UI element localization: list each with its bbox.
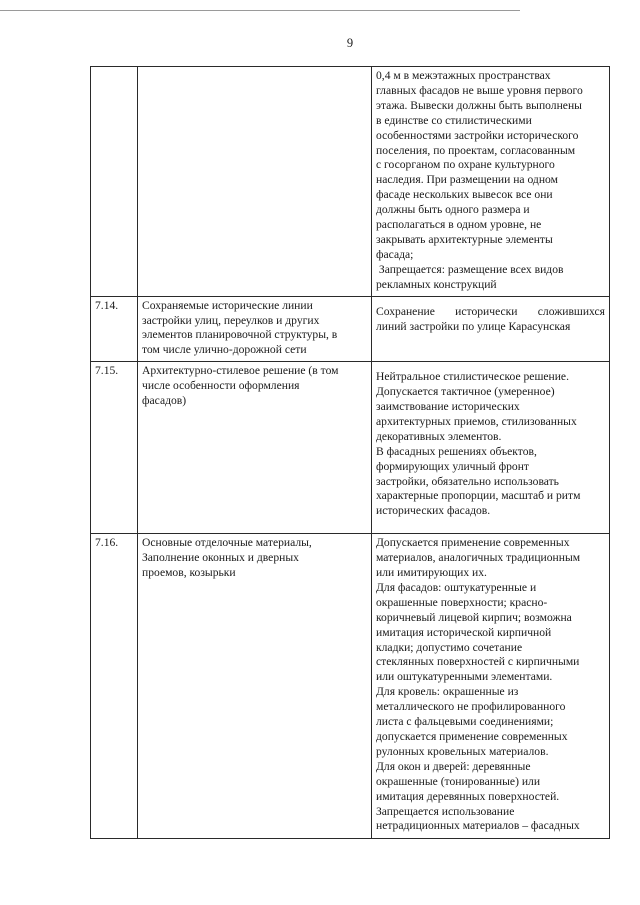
text-line: главных фасадов не выше уровня первого: [376, 83, 583, 97]
text-line: допускается применение современных: [376, 730, 568, 743]
text-line: Запрещается: размещение всех видов: [376, 262, 564, 276]
text-line: Для окон и дверей: деревянные: [376, 759, 531, 773]
item-requirement: [372, 534, 610, 839]
text-line: должны быть одного размера и: [376, 203, 530, 217]
text-line: линий застройки по улице Карасунская: [376, 319, 571, 333]
text-line: или оштукатуренными элементами.: [376, 670, 553, 684]
item-number: 7.15.: [91, 362, 138, 534]
text-line: особенностями застройки исторического: [376, 128, 579, 142]
text-line: листа с фальцевыми соединениями;: [376, 715, 554, 729]
item-requirement: [372, 296, 610, 362]
text-line: рекламных конструкций: [376, 277, 497, 291]
text-line: фасаде нескольких вывесок все они: [376, 188, 553, 202]
text-line: Сохранение исторически сложившихся: [376, 304, 605, 318]
page-number: 9: [346, 36, 354, 50]
text-line: В фасадных решениях объектов,: [376, 444, 537, 458]
text-line: архитектурных приемов, стилизованных: [376, 414, 577, 428]
text-line: Основные отделочные материалы,: [142, 536, 312, 550]
text-line: или имитирующих их.: [376, 566, 487, 580]
text-line: заимствование исторических: [376, 400, 520, 414]
text-line: элементов планировочной структуры, в: [142, 328, 338, 342]
text-line: закрывать архитектурные элементы: [376, 232, 553, 246]
text-line: Для кровель: окрашенные из: [376, 685, 519, 699]
text-line: окрашенные (тонированные) или: [376, 774, 541, 788]
text-line: Для фасадов: оштукатуренные и: [376, 580, 537, 594]
text-line: застройки улиц, переулков и других: [142, 313, 320, 327]
text-line: с госорганом по охране культурного: [376, 158, 555, 172]
item-number: 7.14.: [91, 296, 138, 362]
text-line: Допускается применение современных: [376, 536, 570, 550]
item-name: [138, 67, 372, 297]
text-line: нетрадиционных материалов – фасадных: [376, 819, 580, 833]
text-line: числе особенности оформления: [142, 379, 300, 393]
text-line: рулонных кровельных материалов.: [376, 744, 549, 758]
text-line: Сохраняемые исторические линии: [142, 298, 313, 312]
text-line: имитация исторической кирпичной: [376, 625, 552, 639]
table-row: [91, 67, 610, 297]
text-line: окрашенные поверхности; красно-: [376, 595, 548, 609]
item-requirement: [372, 362, 610, 534]
text-line: этажа. Вывески должны быть выполнены: [376, 98, 582, 112]
regulations-table: [90, 66, 610, 839]
text-line: фасадов): [142, 394, 187, 408]
text-line: Запрещается использование: [376, 804, 515, 818]
text-line: Заполнение оконных и дверных: [142, 551, 299, 565]
text-line: исторических фасадов.: [376, 504, 491, 518]
text-line: Допускается тактичное (умеренное): [376, 385, 555, 399]
text-line: стеклянных поверхностей с кирпичными: [376, 655, 580, 669]
text-line: 0,4 м в межэтажных пространствах: [376, 69, 551, 82]
text-line: материалов, аналогичных традиционным: [376, 551, 581, 565]
item-name: [138, 296, 372, 362]
text-line: том числе улично-дорожной сети: [142, 343, 307, 357]
text-line: проемов, козырьки: [142, 566, 236, 580]
text-line: в единстве со стилистическими: [376, 113, 532, 127]
item-requirement: [372, 67, 610, 297]
text-line: металлического не профилированного: [376, 700, 566, 714]
text-line: наследия. При размещении на одном: [376, 173, 558, 187]
item-number: [91, 67, 138, 297]
item-name: [138, 362, 372, 534]
text-line: располагаться в одном уровне, не: [376, 218, 542, 232]
table-row: [91, 362, 610, 534]
item-name: [138, 534, 372, 839]
text-line: характерные пропорции, масштаб и ритм: [376, 489, 581, 503]
text-line: застройки, обязательно использовать: [376, 474, 559, 488]
text-line: кладки; допустимо сочетание: [376, 640, 523, 654]
text-line: Нейтральное стилистическое решение.: [376, 370, 569, 384]
text-line: Архитектурно-стилевое решение (в том: [142, 364, 339, 378]
item-number: 7.16.: [91, 534, 138, 839]
text-line: фасада;: [376, 247, 414, 261]
text-line: поселения, по проектам, согласованным: [376, 143, 576, 157]
text-line: коричневый лицевой кирпич; возможна: [376, 610, 572, 624]
table-row: [91, 296, 610, 362]
text-line: декоративных элементов.: [376, 429, 502, 443]
top-rule: [0, 10, 520, 11]
text-line: формирующих уличный фронт: [376, 459, 529, 473]
table-row: [91, 534, 610, 839]
text-line: имитация деревянных поверхностей.: [376, 789, 560, 803]
